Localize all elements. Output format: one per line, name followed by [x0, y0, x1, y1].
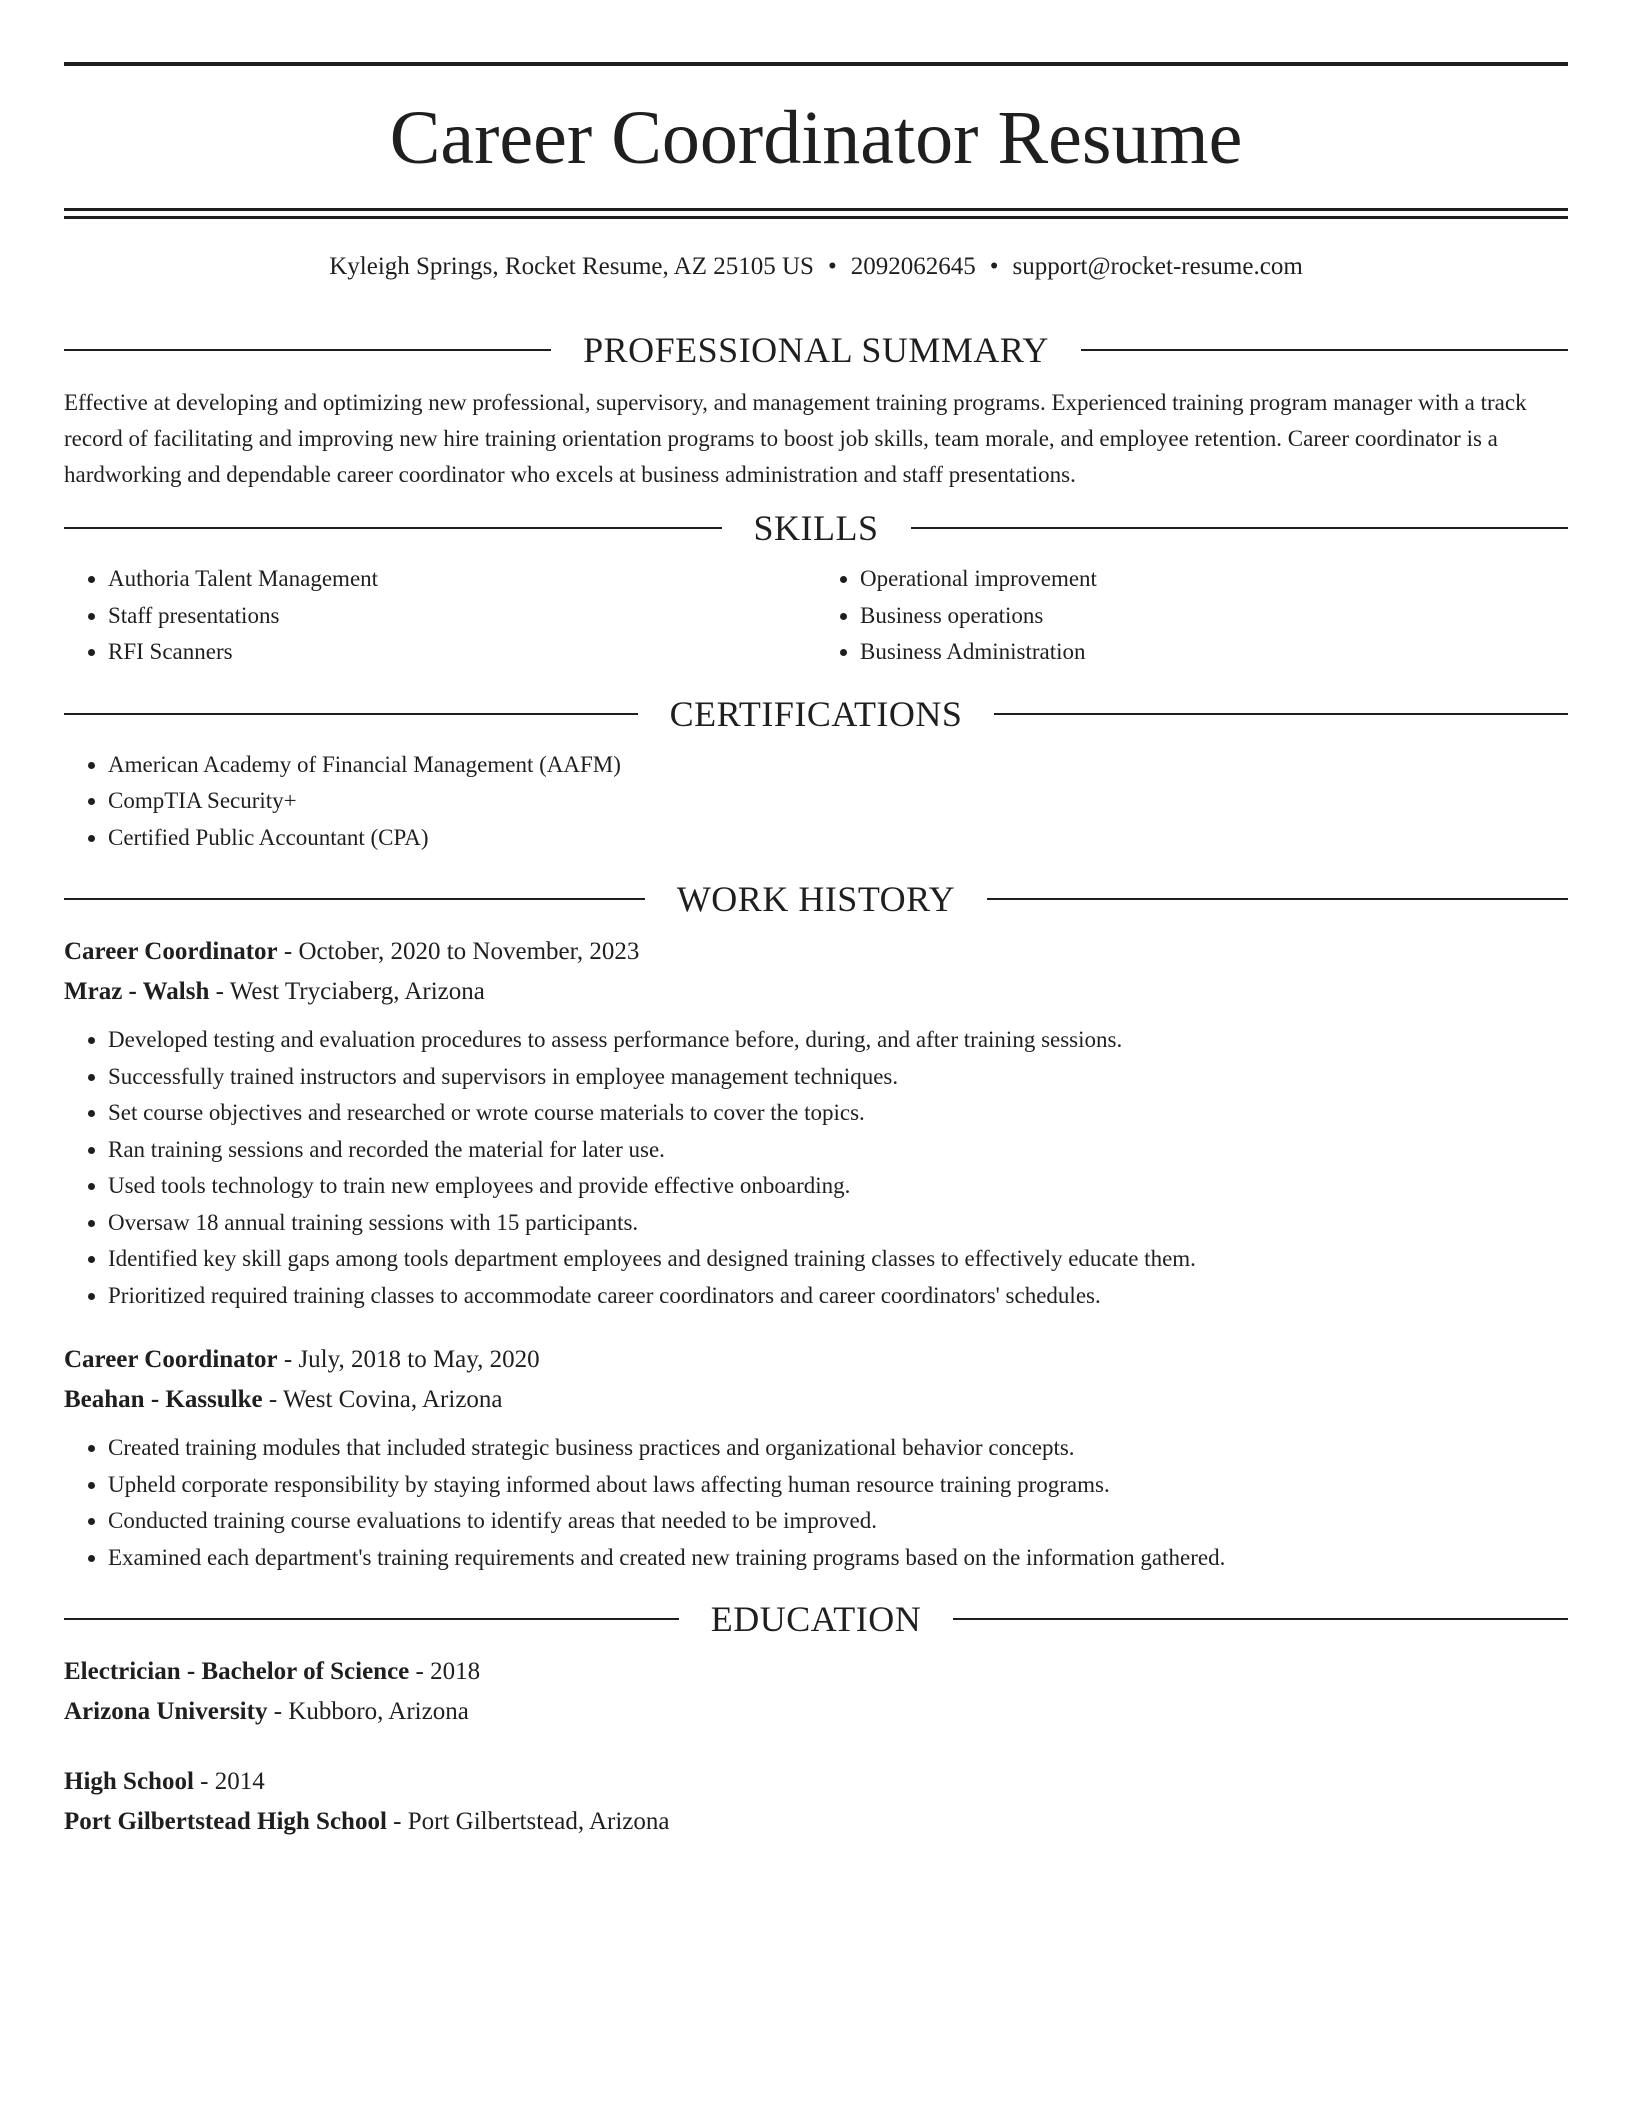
skill-item: • RFI Scanners	[108, 634, 816, 671]
job-title: Career Coordinator	[64, 938, 278, 965]
section-heading-education	[64, 1598, 1568, 1640]
job-title-line	[64, 932, 1568, 972]
job-bullet: • Identified key skill gaps among tools department employees and designed training classes to effectively educate them.	[108, 1241, 1568, 1278]
job-bullet: • Created training modules that included strategic business practices and organizational behavior concepts.	[108, 1430, 1568, 1467]
job-company: Beahan - Kassulke	[64, 1386, 263, 1413]
certification-item: • American Academy of Financial Management (AAFM)	[108, 747, 1568, 784]
school-line	[64, 1802, 1568, 1842]
divider	[64, 713, 638, 715]
job-title: Career Coordinator	[64, 1346, 278, 1373]
section-title: EDUCATION	[710, 1599, 922, 1639]
job-bullet: • Prioritized required training classes to accommodate career coordinators and career coordinators' schedules.	[108, 1278, 1568, 1315]
job-bullets	[64, 1022, 1568, 1314]
contact-separator: •	[989, 253, 999, 280]
divider	[911, 527, 1569, 529]
job-company-line	[64, 1380, 1568, 1420]
skills-column-left	[64, 561, 816, 671]
job-company: Mraz - Walsh	[64, 978, 210, 1005]
school: Arizona University	[64, 1698, 268, 1725]
job-dates: - October, 2020 to November, 2023	[277, 938, 640, 965]
school: Port Gilbertstead High School	[64, 1808, 387, 1835]
skill-item: • Business Administration	[860, 634, 1568, 671]
job-bullets	[64, 1430, 1568, 1576]
section-heading-summary	[64, 329, 1568, 371]
school-location: - Port Gilbertstead, Arizona	[386, 1808, 670, 1835]
contact-line	[64, 253, 1568, 289]
job-bullet: • Used tools technology to train new employees and provide effective onboarding.	[108, 1168, 1568, 1205]
certifications-list	[64, 747, 1568, 857]
job-bullet: • Successfully trained instructors and supervisors in employee management techniques.	[108, 1059, 1568, 1096]
section-heading-certifications	[64, 693, 1568, 735]
divider	[953, 1618, 1568, 1620]
divider	[994, 713, 1568, 715]
section-title: CERTIFICATIONS	[669, 693, 963, 734]
divider	[64, 349, 551, 351]
education-entry	[64, 1652, 1568, 1732]
page-title: Career Coordinator Resume	[389, 96, 1243, 180]
school-location: - Kubboro, Arizona	[267, 1698, 469, 1725]
job-bullet: • Oversaw 18 annual training sessions with 15 participants.	[108, 1205, 1568, 1242]
education-entry	[64, 1762, 1568, 1842]
double-rule	[64, 208, 1568, 219]
skill-item: • Operational improvement	[860, 561, 1568, 598]
degree-year: - 2014	[193, 1768, 265, 1795]
job-bullet: • Set course objectives and researched or wrote course materials to cover the topics.	[108, 1095, 1568, 1132]
job-bullet: • Ran training sessions and recorded the material for later use.	[108, 1132, 1568, 1169]
section-title: PROFESSIONAL SUMMARY	[583, 330, 1049, 370]
degree: Electrician - Bachelor of Science	[64, 1658, 410, 1685]
job-dates: - July, 2018 to May, 2020	[277, 1346, 540, 1373]
section-heading-work	[64, 878, 1568, 920]
divider	[64, 1618, 679, 1620]
degree-line	[64, 1652, 1568, 1692]
skill-item: • Business operations	[860, 598, 1568, 635]
resume-page	[64, 62, 1568, 1842]
job-location: - West Tryciaberg, Arizona	[209, 978, 485, 1005]
degree-year: - 2018	[409, 1658, 481, 1685]
divider	[987, 898, 1568, 900]
skills-column-right	[816, 561, 1568, 671]
degree: High School	[64, 1768, 194, 1795]
job-bullet: • Upheld corporate responsibility by staying informed about laws affecting human resource training programs.	[108, 1467, 1568, 1504]
skill-item: • Staff presentations	[108, 598, 816, 635]
skills-list	[64, 561, 1568, 671]
school-line	[64, 1692, 1568, 1732]
contact-email[interactable]: support@rocket-resume.com	[1012, 253, 1303, 280]
divider	[1081, 349, 1568, 351]
contact-phone: 2092062645	[850, 253, 976, 280]
job-entry	[64, 1340, 1568, 1576]
section-title: SKILLS	[753, 508, 879, 548]
divider	[64, 527, 722, 529]
job-bullet: • Conducted training course evaluations to identify areas that needed to be improved.	[108, 1503, 1568, 1540]
degree-line	[64, 1762, 1568, 1802]
top-rule	[64, 62, 1568, 66]
job-entry	[64, 932, 1568, 1314]
job-bullet: • Examined each department's training requirements and created new training programs based on the information gathered.	[108, 1540, 1568, 1577]
divider	[64, 898, 645, 900]
job-company-line	[64, 972, 1568, 1012]
contact-separator: •	[827, 253, 837, 280]
summary-text: Effective at developing and optimizing new professional, supervisory, and management training programs. Experienced training program manager with a track record of facilitating and improving new hire training orientation programs to boost job skills, team morale, and employee retention. Career coordinator is a hardworking and dependable career coordinator who excels at business administration and staff presentations.	[64, 390, 1527, 487]
certification-item: • CompTIA Security+	[108, 783, 1568, 820]
job-title-line	[64, 1340, 1568, 1380]
section-heading-skills	[64, 507, 1568, 549]
contact-address: Kyleigh Springs, Rocket Resume, AZ 25105 US	[329, 253, 814, 280]
section-title: WORK HISTORY	[676, 879, 956, 919]
skill-item: • Authoria Talent Management	[108, 561, 816, 598]
job-location: - West Covina, Arizona	[262, 1386, 503, 1413]
certification-item: • Certified Public Accountant (CPA)	[108, 820, 1568, 857]
job-bullet: • Developed testing and evaluation procedures to assess performance before, during, and after training sessions.	[108, 1022, 1568, 1059]
